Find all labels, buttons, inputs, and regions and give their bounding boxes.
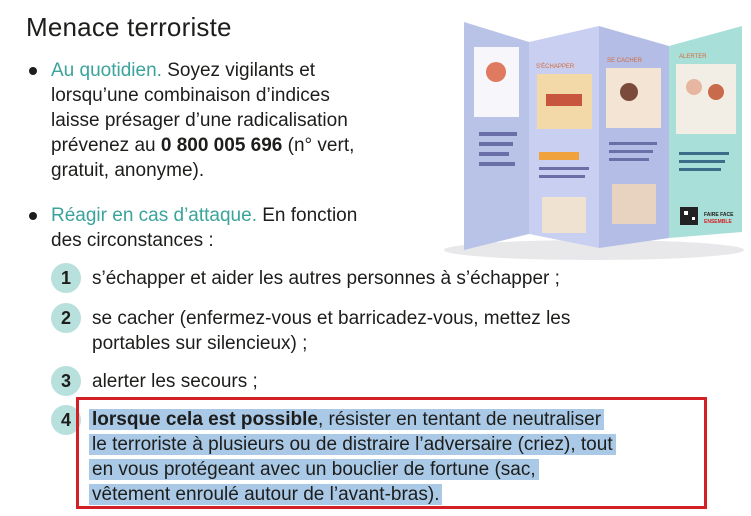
panel-2-line [539,175,585,178]
hotline-number: 0 800 005 696 [160,135,283,156]
step-2-number: 2 [51,303,81,333]
step-4-line-2: le terroriste à plusieurs ou de distraire l’adversaire (criez), tout [89,432,701,457]
panel-1-figure-icon [486,62,506,82]
panel-2-line [539,167,589,170]
panel-2-sofa-icon [546,94,582,106]
panel-3-line [609,158,649,161]
panel-1-line [479,162,515,166]
panel-4-line [679,152,729,155]
panel-3-title: SE CACHER [607,58,643,64]
everyday-heading: Au quotidien. [51,60,162,81]
panel-4-title: ALERTER [679,54,707,60]
step-4-number: 4 [51,405,81,435]
bullet-dot-1 [29,67,37,75]
panel-2-lower-image [542,197,586,233]
panel-1-line [479,142,513,146]
step-4-line-3: en vous protégeant avec un bouclier de fortune (sac, [89,457,701,482]
highlight-frame [76,397,707,509]
panel-4-line [679,160,725,163]
step-2-line-1: se cacher (enfermez-vous et barricadez-vous, mettez les [92,308,571,329]
panel-3-line [609,150,653,153]
step-3-line-1: alerter les secours ; [92,371,258,392]
panel-1-image [474,47,519,117]
step-4-line-1-rest: , résister en tentant de neutraliser [317,409,602,430]
everyday-line-4-pre: prévenez au [51,135,156,156]
qr-code-cell [684,211,688,215]
panel-2-title: S'ÉCHAPPER [536,64,575,70]
panel-1-line [479,152,509,156]
everyday-line-4 [51,133,401,158]
panel-2-label-box [539,152,579,160]
panel-3-lower-image [612,184,656,224]
step-2-text [92,306,570,356]
panel-3-figure-icon [620,83,638,101]
attack-heading: Réagir en cas d’attaque. [51,205,257,226]
leaflet-illustration [424,12,746,262]
panel-4-image [676,64,736,134]
everyday-line-5: gratuit, anonyme). [51,160,205,181]
panel-1-line [479,132,517,136]
step-3-text [92,369,258,394]
qr-code-cell [692,217,695,220]
everyday-line-4-post: (n° vert, [287,135,355,156]
qr-code-icon [680,207,698,225]
everyday-line-1 [51,58,401,83]
brand-line-2: ENSEMBLE [704,219,732,225]
attack-line-2: des circonstances : [51,230,214,251]
everyday-line-3: laisse présager d’une radicalisation [51,110,348,131]
attack-line-1-rest: En fonction [262,205,358,226]
step-4-bold-lead: lorsque cela est possible [92,409,318,430]
step-2-line-2: portables sur silencieux) ; [92,333,308,354]
panel-4-figure-icon [686,79,702,95]
brand-line-1: FAIRE FACE [704,212,734,218]
panel-3-line [609,142,657,145]
step-1-line-1: s’échapper et aider les autres personnes à s’échapper ; [92,268,560,289]
page-title: Menace terroriste [26,12,232,42]
everyday-line-1-rest: Soyez vigilants et [167,60,316,81]
bullet-everyday-text [51,58,401,183]
bullet-attack-text [51,203,401,253]
bullet-dot-2 [29,212,37,220]
step-4-line-4: vêtement enroulé autour de l’avant-bras). [89,482,701,507]
step-1-text [92,266,560,291]
step-3-number: 3 [51,366,81,396]
panel-4-figure-icon-2 [708,84,724,100]
everyday-line-2: lorsqu’une combinaison d’indices [51,85,330,106]
attack-line-1 [51,203,401,228]
step-1-number: 1 [51,263,81,293]
panel-4-line [679,168,721,171]
